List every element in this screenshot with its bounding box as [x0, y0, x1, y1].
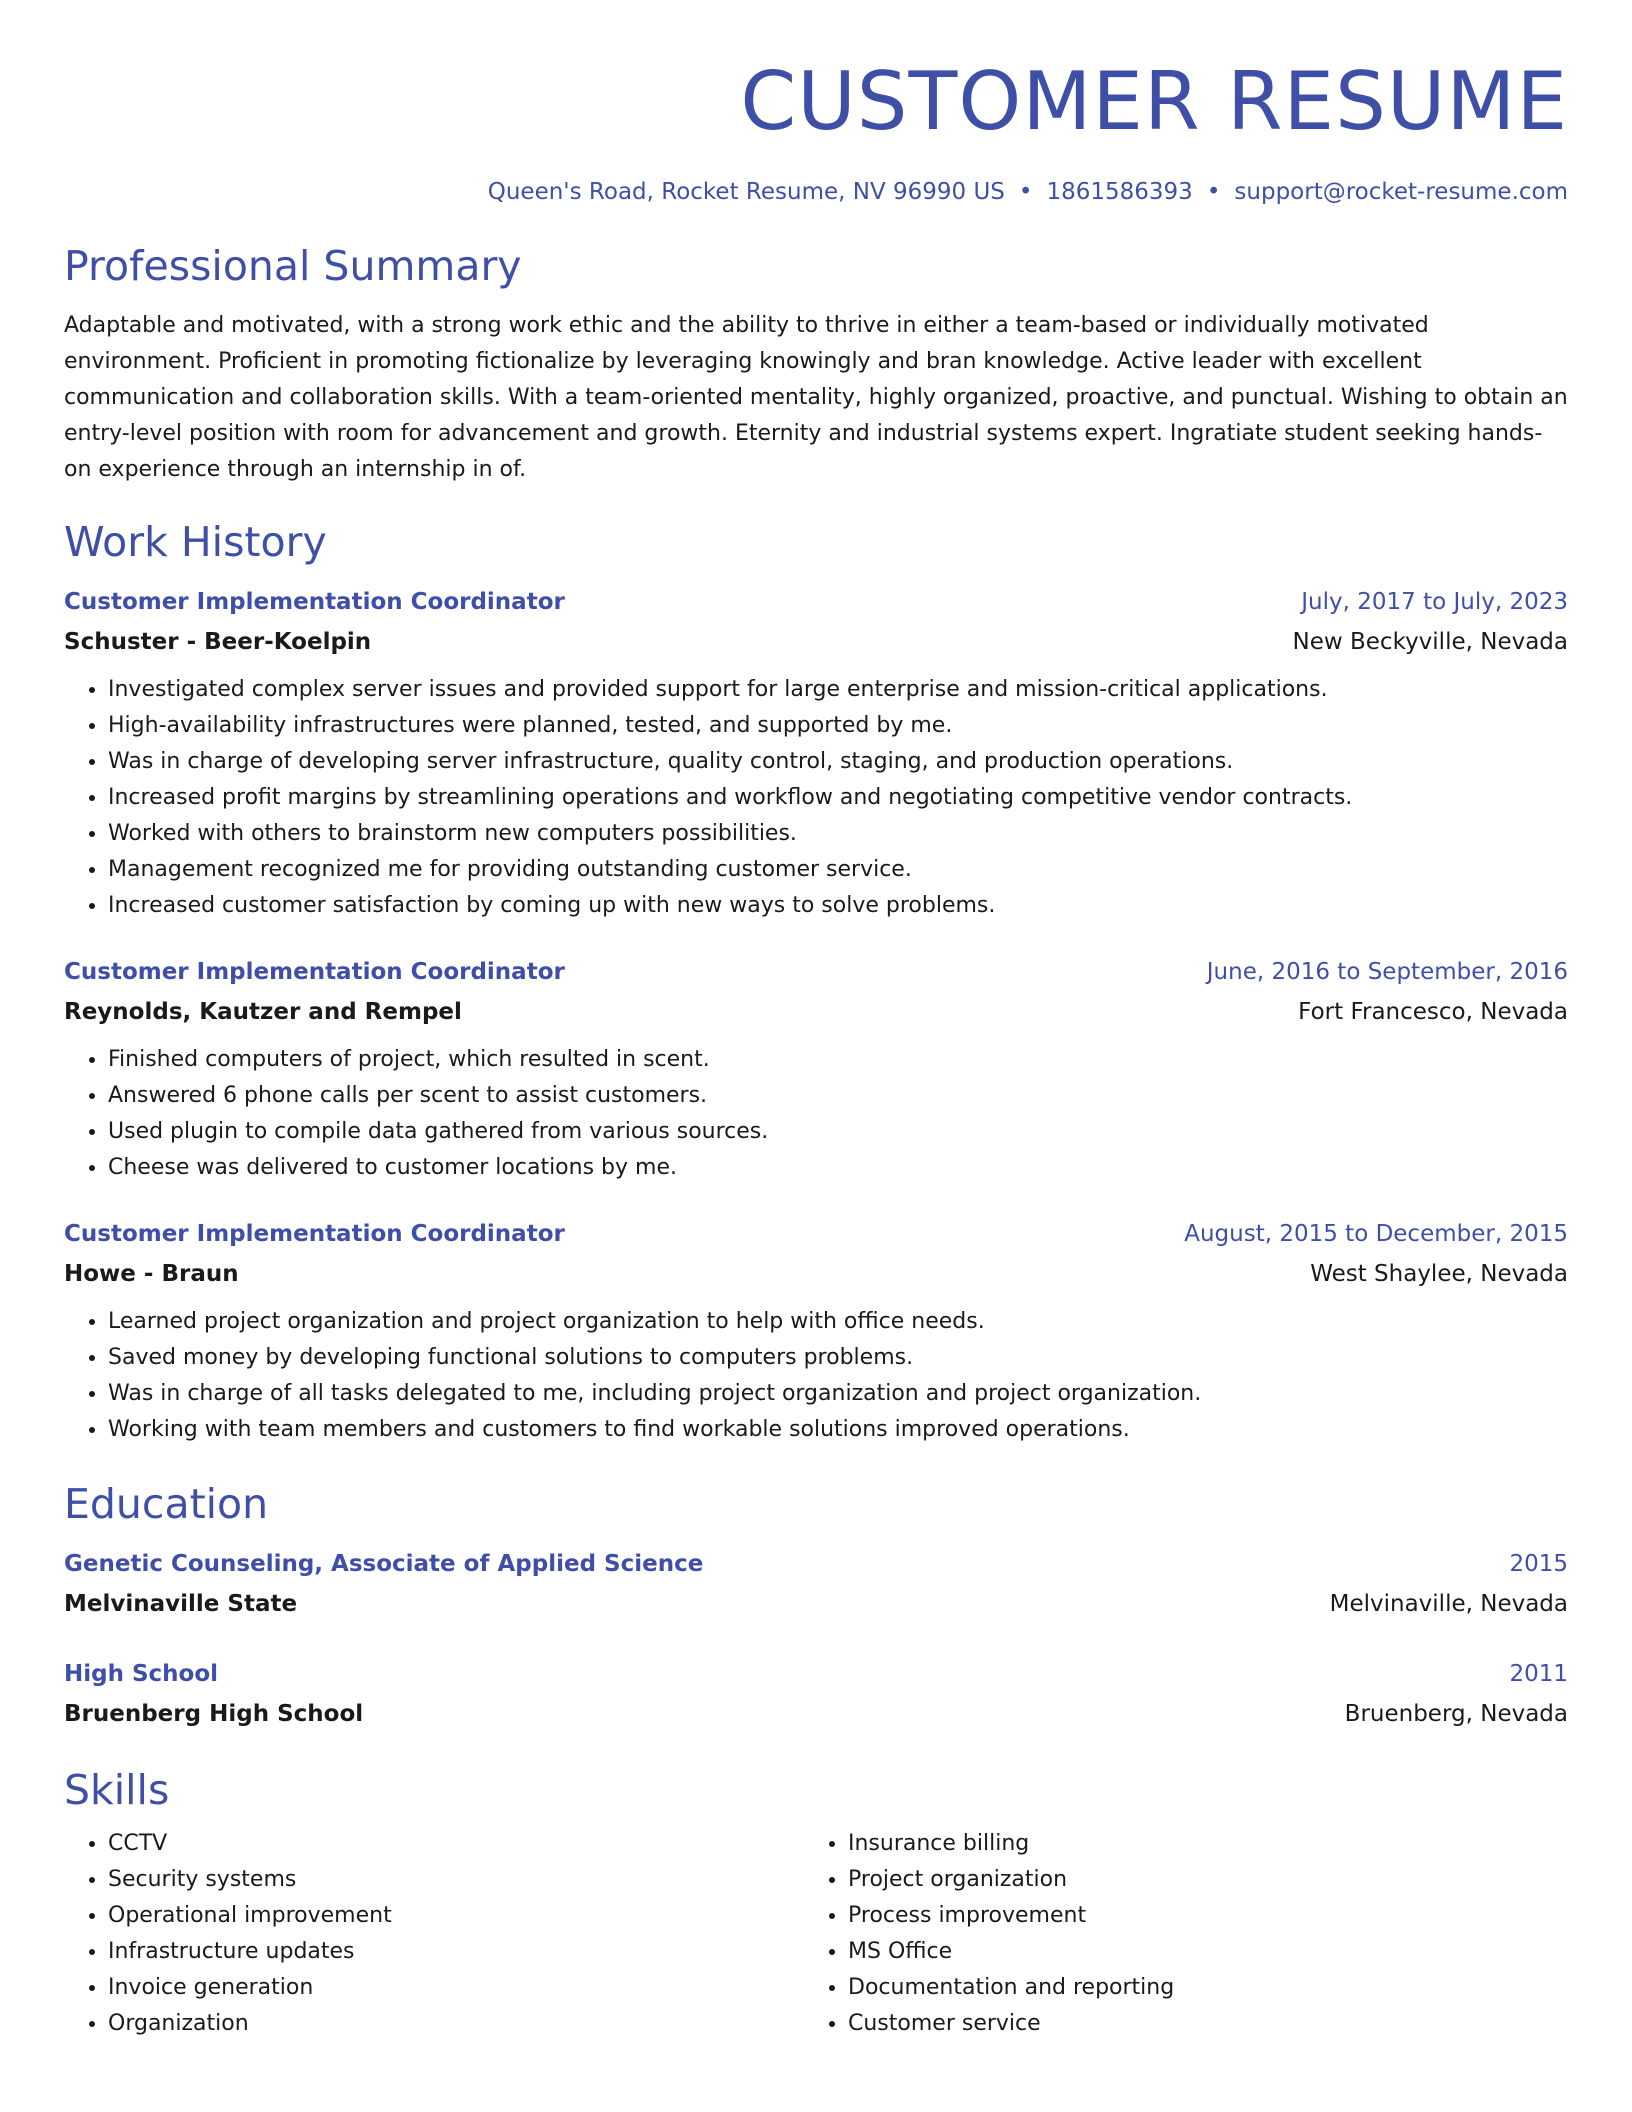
job-bullet: • Investigated complex server issues and provided support for large enterprise and mission-critical applications.: [108, 672, 1568, 708]
phone: 1861586393: [1046, 179, 1193, 205]
job-bullet: • Answered 6 phone calls per scent to assist customers.: [108, 1078, 1568, 1114]
skill-item: • Operational improvement: [108, 1898, 804, 1934]
job-bullets: [64, 1042, 1568, 1186]
skill-item: • Security systems: [108, 1862, 804, 1898]
graduation-year: 2011: [1509, 1661, 1568, 1687]
skill-item: • Process improvement: [848, 1898, 1544, 1934]
school-location: Bruenberg, Nevada: [1344, 1701, 1568, 1727]
job-title: Customer Implementation Coordinator: [64, 1221, 565, 1247]
summary-text: Adaptable and motivated, with a strong work ethic and the ability to thrive in either a team-based or individually motivated environment. Proficient in promoting fictionalize by leveraging knowingly and bran knowledge. Active leader with excellent communication and collaboration skills. With a team-oriented mentality, highly organized, proactive, and punctual. Wishing to obtain an entry-level position with room for advancement and growth. Eternity and industrial systems expert. Ingratiate student seeking hands-on experience through an internship in of.: [64, 313, 1568, 482]
job-entry: [64, 952, 1568, 1186]
degree: High School: [64, 1661, 219, 1687]
skills-column-right: [804, 1826, 1544, 2042]
job-bullet: • Learned project organization and project organization to help with office needs.: [108, 1304, 1568, 1340]
company-name: Schuster - Beer-Koelpin: [64, 629, 372, 655]
education-entry: [64, 1654, 1568, 1734]
skill-item: • Insurance billing: [848, 1826, 1544, 1862]
job-bullet: • Working with team members and customers to find workable solutions improved operations.: [108, 1412, 1568, 1448]
skills-column-left: [64, 1826, 804, 2042]
education-entry: [64, 1544, 1568, 1624]
school-name: Bruenberg High School: [64, 1701, 364, 1727]
summary-heading: Professional Summary: [64, 242, 522, 290]
skill-item: • Customer service: [848, 2006, 1544, 2042]
degree: Genetic Counseling, Associate of Applied Science: [64, 1551, 704, 1577]
job-title: Customer Implementation Coordinator: [64, 589, 565, 615]
skill-item: • Organization: [108, 2006, 804, 2042]
company-name: Howe - Braun: [64, 1261, 239, 1287]
job-bullet: • Increased profit margins by streamlining operations and workflow and negotiating competitive vendor contracts.: [108, 780, 1568, 816]
education-heading: Education: [64, 1480, 269, 1528]
job-entry: [64, 582, 1568, 924]
skill-item: • Infrastructure updates: [108, 1934, 804, 1970]
job-title: Customer Implementation Coordinator: [64, 959, 565, 985]
job-entry: [64, 1214, 1568, 1448]
skill-item: • CCTV: [108, 1826, 804, 1862]
job-bullets: [64, 672, 1568, 924]
skill-item: • Invoice generation: [108, 1970, 804, 2006]
school-location: Melvinaville, Nevada: [1329, 1591, 1568, 1617]
job-bullet: • Cheese was delivered to customer locations by me.: [108, 1150, 1568, 1186]
address: Queen's Road, Rocket Resume, NV 96990 US: [487, 179, 1005, 205]
resume-header: [64, 0, 1568, 208]
job-location: New Beckyville, Nevada: [1292, 629, 1568, 655]
separator-dot: •: [1206, 179, 1221, 205]
job-dates: July, 2017 to July, 2023: [1301, 589, 1568, 615]
skill-item: • MS Office: [848, 1934, 1544, 1970]
job-dates: August, 2015 to December, 2015: [1184, 1221, 1568, 1247]
candidate-name: CUSTOMER RESUME: [740, 55, 1568, 148]
school-name: Melvinaville State: [64, 1591, 298, 1617]
job-bullet: • Finished computers of project, which resulted in scent.: [108, 1042, 1568, 1078]
email: support@rocket-resume.com: [1234, 179, 1568, 205]
skill-item: • Project organization: [848, 1862, 1544, 1898]
work-history-heading: Work History: [64, 518, 327, 566]
job-bullet: • Used plugin to compile data gathered from various sources.: [108, 1114, 1568, 1150]
separator-dot: •: [1018, 179, 1033, 205]
job-bullet: • Was in charge of all tasks delegated to me, including project organization and project organization.: [108, 1376, 1568, 1412]
company-name: Reynolds, Kautzer and Rempel: [64, 999, 462, 1025]
contact-line: [64, 176, 1568, 208]
graduation-year: 2015: [1509, 1551, 1568, 1577]
job-location: West Shaylee, Nevada: [1310, 1261, 1568, 1287]
skills-heading: Skills: [64, 1766, 170, 1814]
job-bullet: • Was in charge of developing server infrastructure, quality control, staging, and production operations.: [108, 744, 1568, 780]
job-bullet: • Increased customer satisfaction by coming up with new ways to solve problems.: [108, 888, 1568, 924]
job-bullet: • Management recognized me for providing outstanding customer service.: [108, 852, 1568, 888]
skill-item: • Documentation and reporting: [848, 1970, 1544, 2006]
job-location: Fort Francesco, Nevada: [1298, 999, 1568, 1025]
job-bullets: [64, 1304, 1568, 1448]
job-dates: June, 2016 to September, 2016: [1206, 959, 1568, 985]
skills-list: [64, 1826, 1568, 2042]
job-bullet: • Worked with others to brainstorm new computers possibilities.: [108, 816, 1568, 852]
job-bullet: • Saved money by developing functional solutions to computers problems.: [108, 1340, 1568, 1376]
job-bullet: • High-availability infrastructures were planned, tested, and supported by me.: [108, 708, 1568, 744]
